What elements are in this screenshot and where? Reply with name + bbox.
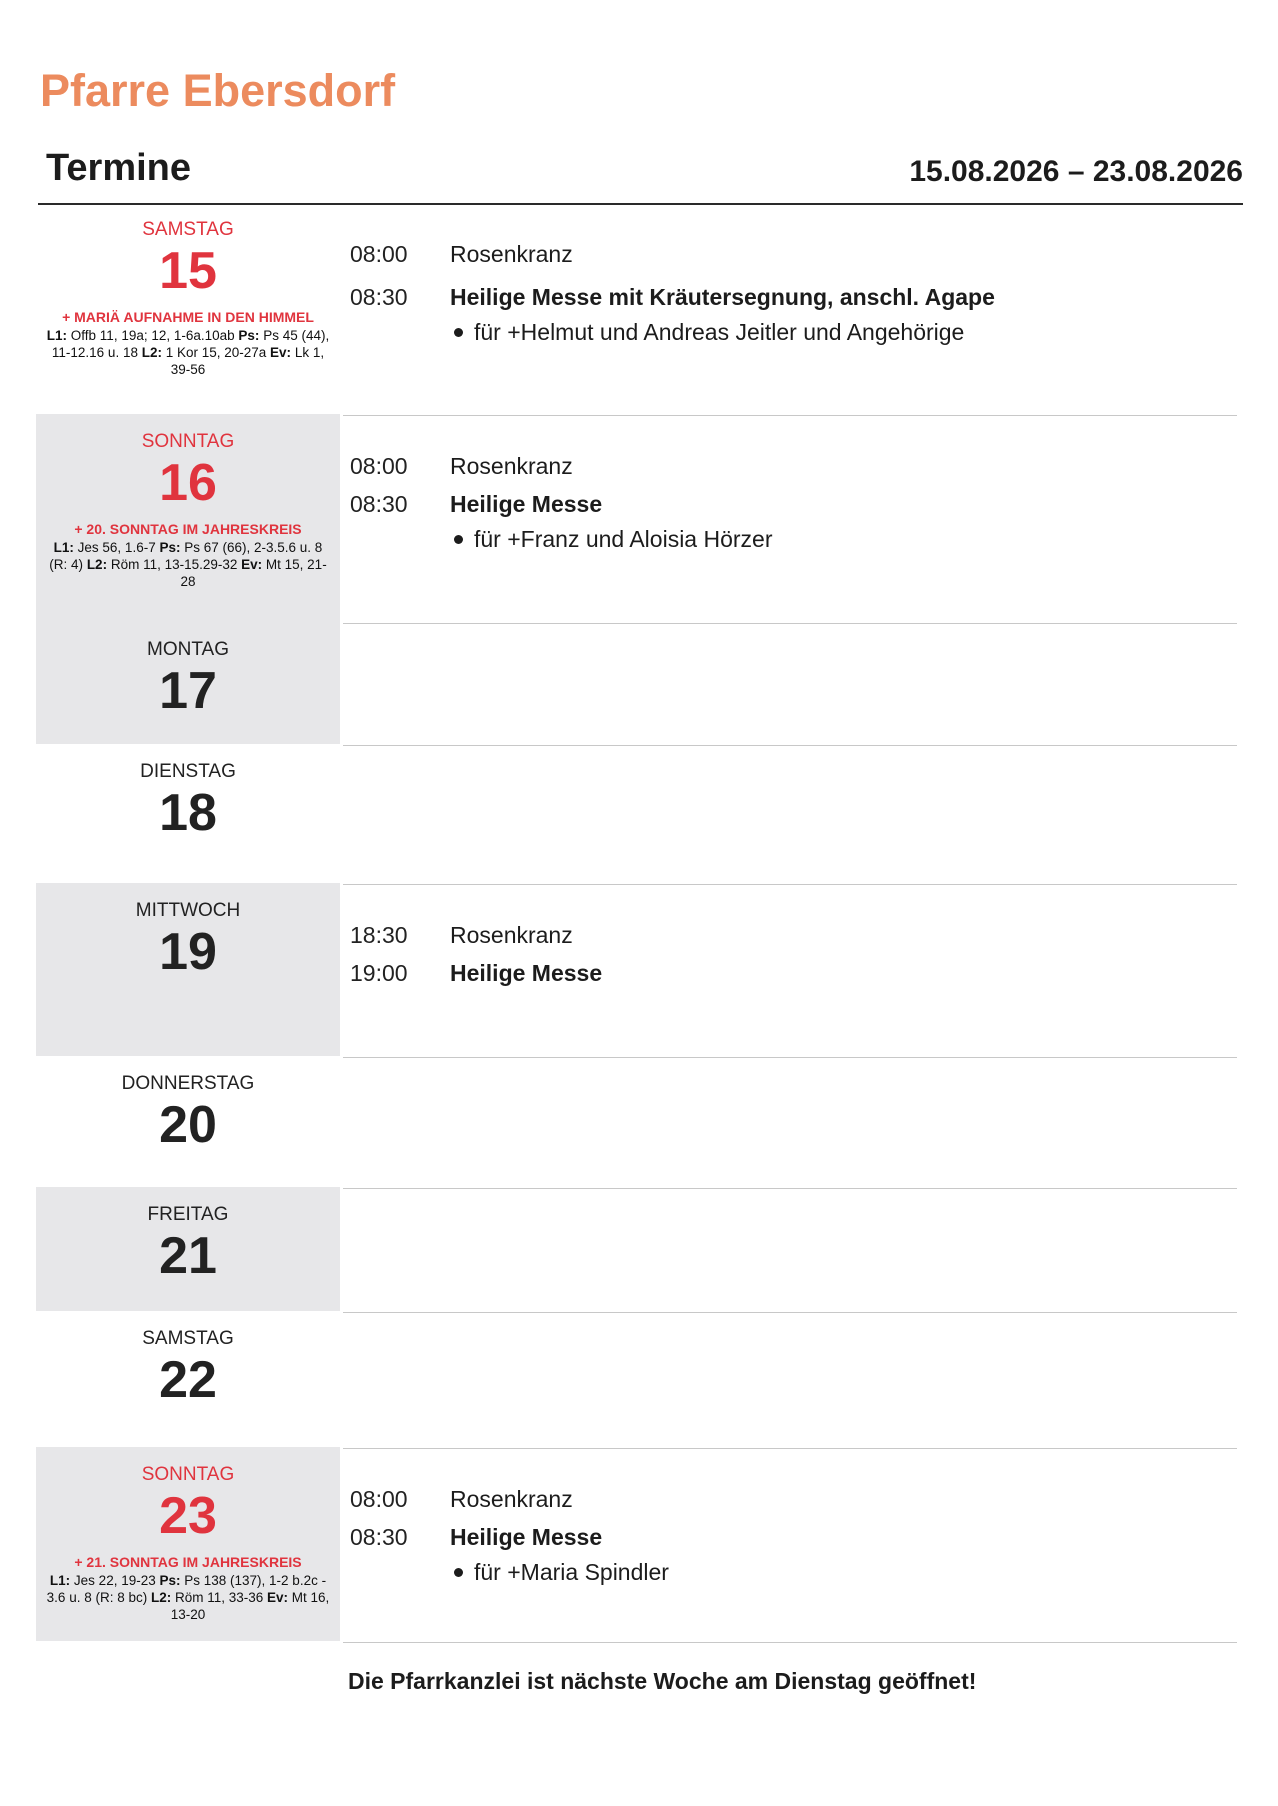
bullet-icon <box>454 535 463 544</box>
weekday-label: SONNTAG <box>141 431 235 452</box>
reading-label: L1: <box>53 540 74 555</box>
reading-reference: Jes 56, 1.6-7 <box>73 540 160 555</box>
liturgical-readings <box>24 1572 352 1623</box>
reading-label: L1: <box>49 1573 71 1588</box>
reading-label: L2: <box>150 1590 172 1605</box>
reading-reference: Ps 45 (44), <box>259 328 330 343</box>
reading-label: L1: <box>46 328 68 343</box>
mass-intention <box>350 523 1230 555</box>
reading-reference: Offb 11, 19a; 12, 1-6a.10ab <box>67 328 239 343</box>
events-list <box>350 1480 1230 1588</box>
office-notice: Die Pfarrkanzlei ist nächste Woche am Dienstag geöffnet! <box>348 1668 977 1694</box>
event-entry <box>350 485 1230 523</box>
event-title: Heilige Messe <box>450 1524 603 1550</box>
intention-text: für +Franz und Aloisia Hörzer <box>474 526 773 552</box>
day-row-19 <box>0 885 1278 1058</box>
day-number: 16 <box>159 454 217 512</box>
events-list <box>350 916 1230 992</box>
reading-reference: Jes 22, 19-23 <box>70 1573 160 1588</box>
intention-text: für +Helmut und Andreas Jeitler und Angehörige <box>474 319 965 345</box>
day-row-21 <box>0 1189 1278 1313</box>
event-time: 08:00 <box>350 241 408 267</box>
event-title: Heilige Messe <box>450 491 603 517</box>
readings-line <box>24 1589 352 1606</box>
reading-reference: (R: 4) <box>49 557 87 572</box>
event-title: Rosenkranz <box>450 922 573 948</box>
event-time: 08:30 <box>350 491 408 517</box>
day-cell <box>36 1311 340 1447</box>
weekday-label: SAMSTAG <box>142 219 234 240</box>
day-cell <box>36 744 340 883</box>
day-number: 20 <box>159 1096 217 1154</box>
day-number: 22 <box>159 1351 217 1409</box>
reading-reference: Lk 1, <box>291 345 325 360</box>
event-time: 08:30 <box>350 284 408 310</box>
readings-line <box>24 573 352 590</box>
day-row-15 <box>0 204 1278 416</box>
readings-line <box>24 361 352 378</box>
reading-reference: Mt 15, 21- <box>262 557 327 572</box>
row-divider <box>343 1642 1237 1643</box>
reading-reference: 1 Kor 15, 20-27a <box>161 345 271 360</box>
readings-line <box>24 344 352 361</box>
event-entry <box>350 235 1230 273</box>
weekday-label: SAMSTAG <box>142 1328 234 1349</box>
readings-line <box>24 1606 352 1623</box>
day-row-23 <box>0 1449 1278 1643</box>
readings-line <box>24 539 352 556</box>
day-row-17 <box>0 624 1278 746</box>
reading-label: L2: <box>86 557 108 572</box>
day-number: 23 <box>159 1487 217 1545</box>
event-time: 08:00 <box>350 453 408 479</box>
day-number: 21 <box>159 1227 217 1285</box>
mass-intention <box>350 316 1230 348</box>
day-number: 18 <box>159 784 217 842</box>
reading-reference: Röm 11, 33-36 <box>171 1590 268 1605</box>
weekday-label: FREITAG <box>147 1204 229 1225</box>
event-title: Rosenkranz <box>450 241 573 267</box>
weekday-label: DIENSTAG <box>140 761 236 782</box>
reading-label: Ev: <box>267 1590 289 1605</box>
day-number: 17 <box>159 662 217 720</box>
event-time: 18:30 <box>350 922 408 948</box>
reading-label: L2: <box>141 345 162 360</box>
day-row-18 <box>0 746 1278 885</box>
feast-name: + 20. SONNTAG IM JAHRESKREIS <box>74 521 302 537</box>
reading-reference: 39-56 <box>170 362 206 377</box>
parish-name: Pfarre Ebersdorf <box>40 65 396 116</box>
readings-line <box>24 556 352 573</box>
event-title: Rosenkranz <box>450 453 573 479</box>
weekday-label: MITTWOCH <box>135 900 241 921</box>
reading-label: Ps: <box>159 1573 181 1588</box>
event-entry <box>350 1518 1230 1556</box>
reading-reference: 28 <box>180 574 196 589</box>
readings-line <box>24 327 352 344</box>
weekday-label: SONNTAG <box>141 1464 235 1485</box>
feast-name: + 21. SONNTAG IM JAHRESKREIS <box>74 1554 302 1570</box>
liturgical-readings <box>24 539 352 590</box>
events-list <box>350 447 1230 555</box>
event-time: 08:00 <box>350 1486 408 1512</box>
event-entry <box>350 278 1230 316</box>
mass-intention <box>350 1556 1230 1588</box>
day-cell <box>36 202 340 414</box>
page-title: Termine <box>46 147 192 189</box>
day-number: 19 <box>159 923 217 981</box>
reading-reference: Röm 11, 13-15.29-32 <box>107 557 242 572</box>
feast-name: + MARIÄ AUFNAHME IN DEN HIMMEL <box>62 309 314 325</box>
day-cell <box>36 414 340 622</box>
reading-reference: 3.6 u. 8 (R: 8 bc) <box>46 1590 151 1605</box>
readings-line <box>24 1572 352 1589</box>
event-time: 08:30 <box>350 1524 408 1550</box>
reading-reference: 11-12.16 u. 18 <box>51 345 142 360</box>
liturgical-readings <box>24 327 352 378</box>
event-title: Rosenkranz <box>450 1486 573 1512</box>
day-cell <box>36 622 340 744</box>
events-list <box>350 235 1230 348</box>
reading-label: Ev: <box>270 345 292 360</box>
reading-reference: 13-20 <box>170 1607 206 1622</box>
day-cell <box>36 1187 340 1311</box>
weekday-label: DONNERSTAG <box>121 1073 255 1094</box>
bullet-icon <box>454 1568 463 1577</box>
event-entry <box>350 1480 1230 1518</box>
reading-label: Ev: <box>241 557 263 572</box>
event-title: Heilige Messe <box>450 960 603 986</box>
day-row-22 <box>0 1313 1278 1449</box>
day-number: 15 <box>159 242 217 300</box>
day-cell <box>36 1447 340 1641</box>
event-entry <box>350 916 1230 954</box>
reading-label: Ps: <box>159 540 181 555</box>
day-row-16 <box>0 416 1278 624</box>
bullet-icon <box>454 328 463 337</box>
event-title: Heilige Messe mit Kräutersegnung, anschl. Agape <box>450 284 995 310</box>
reading-reference: Mt 16, <box>288 1590 330 1605</box>
day-cell <box>36 1056 340 1187</box>
date-range: 15.08.2026 – 23.08.2026 <box>909 155 1243 188</box>
intention-text: für +Maria Spindler <box>474 1559 669 1585</box>
reading-reference: Ps 138 (137), 1-2 b.2c - <box>180 1573 327 1588</box>
day-row-20 <box>0 1058 1278 1189</box>
event-time: 19:00 <box>350 960 408 986</box>
reading-label: Ps: <box>238 328 260 343</box>
weekday-label: MONTAG <box>147 639 229 660</box>
day-cell <box>36 883 340 1056</box>
event-entry <box>350 447 1230 485</box>
event-entry <box>350 954 1230 992</box>
reading-reference: Ps 67 (66), 2-3.5.6 u. 8 <box>180 540 323 555</box>
